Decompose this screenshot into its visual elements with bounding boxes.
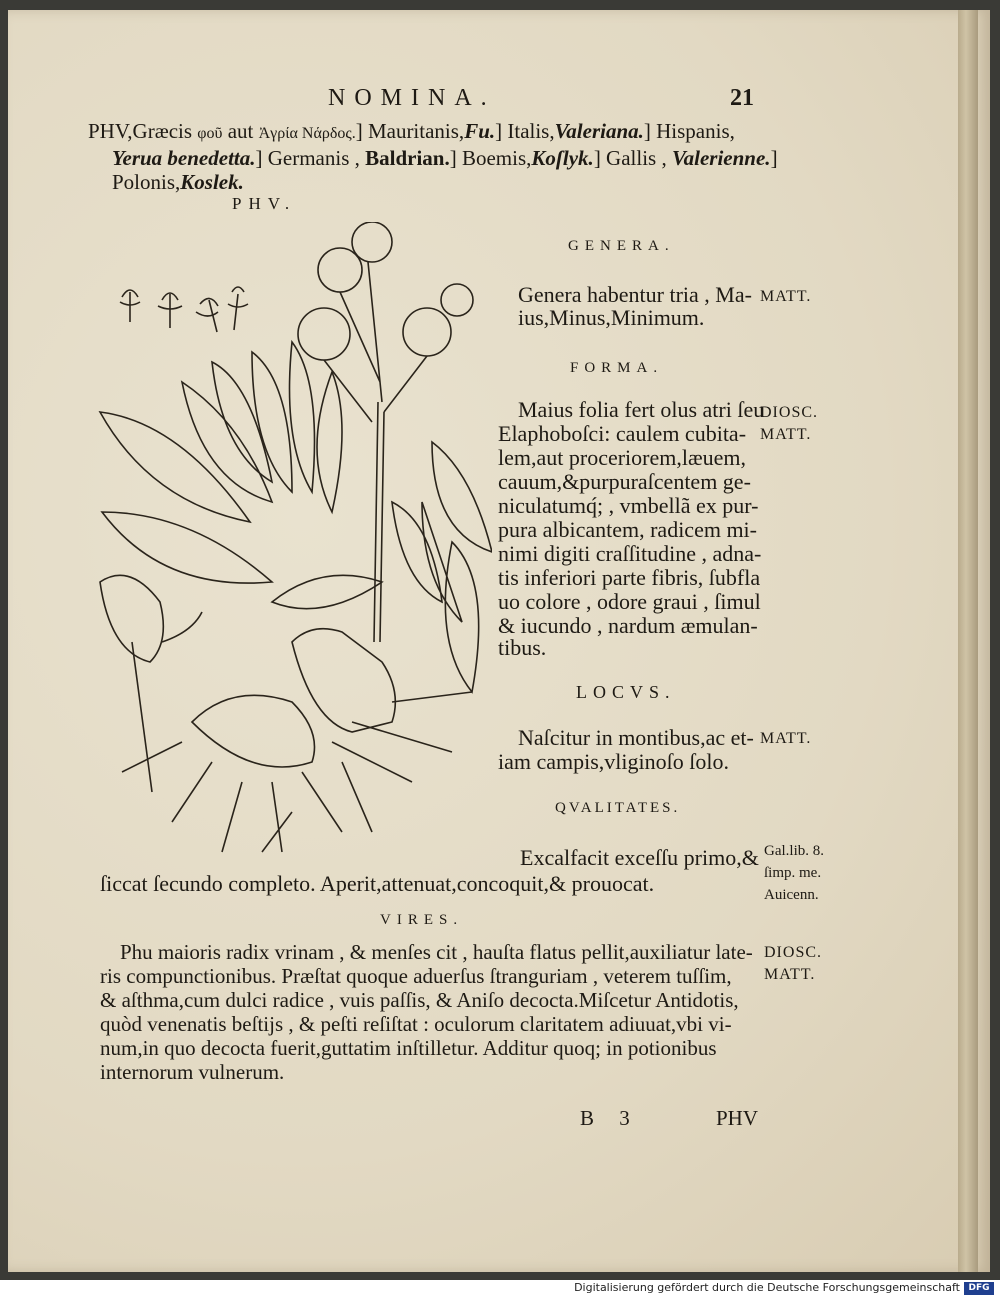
heading-locus: LOCVS. (576, 682, 676, 702)
vires-line-5: num,in quo decocta fuerit,guttatim inſtilletur. Additur quoq; in potionibus (100, 1036, 717, 1060)
page-edge (958, 10, 978, 1272)
roots (122, 629, 472, 852)
forma-line-7: nimi digiti craſſitudine , adna- (498, 541, 762, 566)
margin-citation: MATT. (760, 426, 812, 443)
locus-line-2: iam campis,vliginoſo ſolo. (498, 749, 729, 774)
nomina-text: ] Italis, (495, 119, 555, 143)
locus-line-1: Naſcitur in montibus,ac et- (518, 725, 754, 750)
forma-line-3: lem,aut proceriorem,læuem, (498, 445, 747, 470)
heading-vires: VIRES. (380, 912, 464, 928)
name-italic: Valerienne. (671, 146, 771, 170)
signature-mark: B 3 (580, 1106, 640, 1130)
running-head: NOMINA. (328, 85, 496, 111)
heading-forma: FORMA. (570, 360, 664, 376)
name-italic: Koslek. (180, 170, 244, 194)
vires-line-3: & aſthma,cum dulci radice , vuis paſſis, & Aniſo decocta.Miſcetur Antidotis, (100, 988, 739, 1012)
page-number: 21 (730, 85, 754, 111)
nomina-text: ] (770, 146, 778, 170)
margin-citation: DIOSC. (760, 404, 819, 421)
nomina-line-3 (112, 168, 244, 196)
vires-line-1: Phu maioris radix vrinam , & menſes cit , hauſta flatus pellit,auxiliatur late- (120, 940, 753, 964)
forma-line-6: pura albicantem, radicem mi- (498, 517, 757, 542)
vires-line-2: ris compunctionibus. Præſtat quoque aduerſus ſtranguriam , veterem tuſſim, (100, 964, 732, 988)
margin-citation: MATT. (760, 730, 812, 747)
name-italic: Valeriana. (554, 119, 644, 143)
vires-line-4: quòd venenatis beſtijs , & peſti reſiſtat : oculorum claritatem adiuuat,vbi vi- (100, 1012, 732, 1036)
figure-title: PHV. (232, 194, 297, 213)
name-italic: Koſlyk. (531, 146, 594, 170)
nomina-text: ] Boemis, (449, 146, 532, 170)
stem (374, 402, 384, 642)
margin-citation: DIOSC. (764, 944, 823, 961)
nomina-text: ] Germanis , (255, 146, 366, 170)
genera-line-2: ius,Minus,Minimum. (518, 305, 705, 330)
forma-line-4: cauum,&purpuraſcentem ge- (498, 469, 751, 494)
name-italic: Yerua benedetta. (112, 146, 256, 170)
margin-citation: Auicenn. (764, 887, 819, 903)
greek-text: φοῦ (197, 125, 223, 142)
margin-citation: Gal.lib. 8. (764, 843, 824, 859)
margin-citation: MATT. (764, 966, 816, 983)
forma-line-8: tis inferiori parte fibris, ſubfla (498, 565, 761, 590)
heading-qualitates: QVALITATES. (555, 800, 681, 816)
margin-citation: ſimp. me. (764, 865, 822, 881)
forma-line-11: tibus. (498, 635, 547, 660)
nomina-text: aut (222, 119, 259, 143)
qualitates-line-2: ſiccat ſecundo completo. Aperit,attenuat,concoquit,& prouocat. (100, 871, 655, 896)
qualitates-line-1: Excalfacit exceſſu primo,& (520, 845, 759, 870)
floret-details (120, 287, 248, 332)
greek-text: Ἀγρία Νάρδος. (258, 125, 356, 142)
plant-illustration (92, 222, 492, 862)
flower-umbels (298, 222, 473, 422)
dfg-logo: DFG (964, 1282, 994, 1295)
genera-line-1: Genera habentur tria , Ma- (518, 282, 752, 307)
nomina-text: PHV,Græcis (88, 119, 198, 143)
nomina-text: Polonis, (112, 170, 181, 194)
nomina-text: ] Hispanis, (643, 119, 735, 143)
vires-line-6: internorum vulnerum. (100, 1060, 285, 1084)
catchword: PHV (716, 1106, 759, 1130)
leaves (100, 342, 492, 792)
forma-line-2: Elaphoboſci: caulem cubita- (498, 421, 747, 446)
forma-line-9: uo colore , odore graui , ſimul (498, 589, 761, 614)
name-blackletter: Baldrian. (365, 146, 450, 170)
nomina-text: ] Gallis , (593, 146, 672, 170)
forma-line-10: & iucundo , nardum æmulan- (498, 613, 758, 638)
name-italic: Fu. (464, 119, 496, 143)
forma-line-5: niculatumq́; , vmbellã ex pur- (498, 493, 759, 518)
heading-genera: GENERA. (568, 238, 675, 254)
digitization-credit: Digitalisierung gefördert durch die Deutsche Forschungsgemeinschaft (574, 1281, 960, 1294)
margin-citation: MATT. (760, 288, 812, 305)
forma-line-1: Maius folia fert olus atri ſeu (518, 397, 765, 422)
nomina-text: ] Mauritanis, (355, 119, 465, 143)
